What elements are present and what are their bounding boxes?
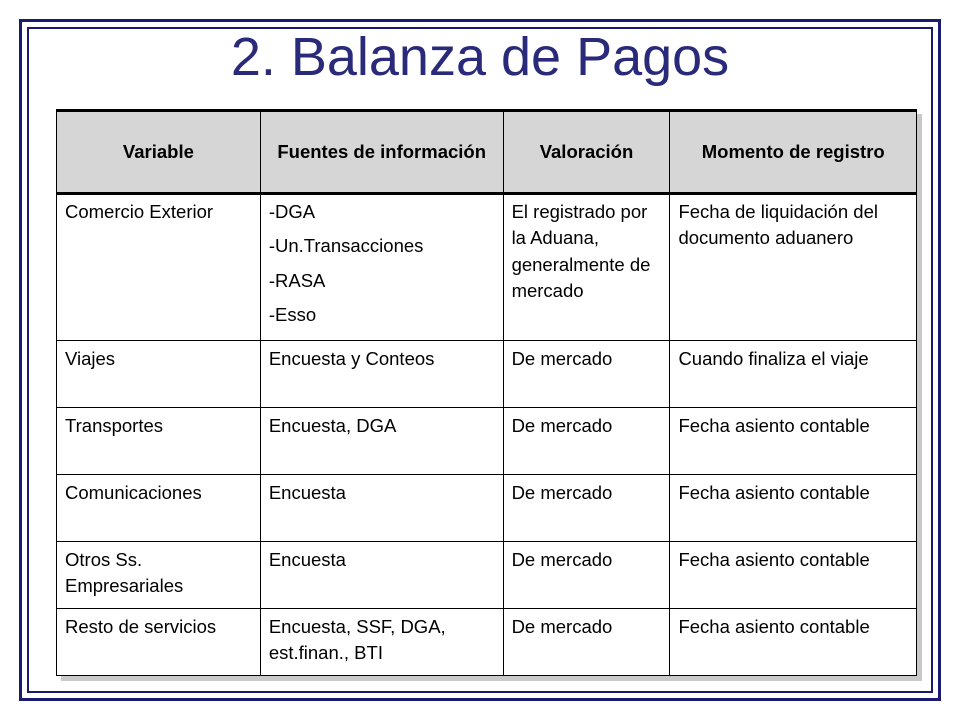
- header-momento: Momento de registro: [670, 111, 917, 194]
- cell-fuentes: Encuesta y Conteos: [260, 341, 503, 408]
- cell-variable: Resto de servicios: [57, 609, 261, 676]
- source-item: -Un.Transacciones: [268, 235, 424, 257]
- table-row: [57, 341, 917, 408]
- cell-valoracion: El registrado por la Aduana, generalmente de mercado: [503, 194, 670, 341]
- source-item: -DGA: [268, 201, 316, 222]
- cell-momento: Fecha asiento contable: [670, 408, 917, 475]
- source-item: -RASA: [268, 269, 326, 291]
- cell-momento: Cuando finaliza el viaje: [670, 341, 917, 408]
- table-row: [57, 475, 917, 542]
- cell-momento: Fecha asiento contable: [670, 609, 917, 676]
- slide-title: 2. Balanza de Pagos: [230, 27, 730, 87]
- cell-variable: Transportes: [57, 408, 261, 475]
- cell-fuentes: Encuesta: [260, 542, 503, 609]
- header-fuentes: Fuentes de información: [260, 111, 503, 194]
- header-variable: Variable: [57, 111, 261, 194]
- cell-variable: Comercio Exterior: [57, 194, 261, 341]
- cell-variable: Viajes: [57, 341, 261, 408]
- table-row: [57, 542, 917, 609]
- cell-variable: Otros Ss. Empresariales: [57, 542, 261, 609]
- cell-variable: Comunicaciones: [57, 475, 261, 542]
- cell-valoracion: De mercado: [503, 408, 670, 475]
- cell-momento: Fecha asiento contable: [670, 542, 917, 609]
- cell-fuentes: Encuesta, DGA: [260, 408, 503, 475]
- table-row: [57, 408, 917, 475]
- cell-valoracion: De mercado: [503, 609, 670, 676]
- balanza-table: [56, 109, 917, 676]
- cell-valoracion: De mercado: [503, 341, 670, 408]
- table-header-row: [57, 111, 917, 194]
- cell-momento: Fecha de liquidación del documento aduanero: [670, 194, 917, 341]
- cell-momento: Fecha asiento contable: [670, 475, 917, 542]
- cell-fuentes: Encuesta, SSF, DGA, est.finan., BTI: [260, 609, 503, 676]
- cell-valoracion: De mercado: [503, 542, 670, 609]
- cell-fuentes: Encuesta: [260, 475, 503, 542]
- cell-fuentes: [260, 194, 503, 341]
- source-item: -Esso: [268, 303, 317, 325]
- table-row: [57, 609, 917, 676]
- table-row: [57, 194, 917, 341]
- cell-valoracion: De mercado: [503, 475, 670, 542]
- header-valoracion: Valoración: [503, 111, 670, 194]
